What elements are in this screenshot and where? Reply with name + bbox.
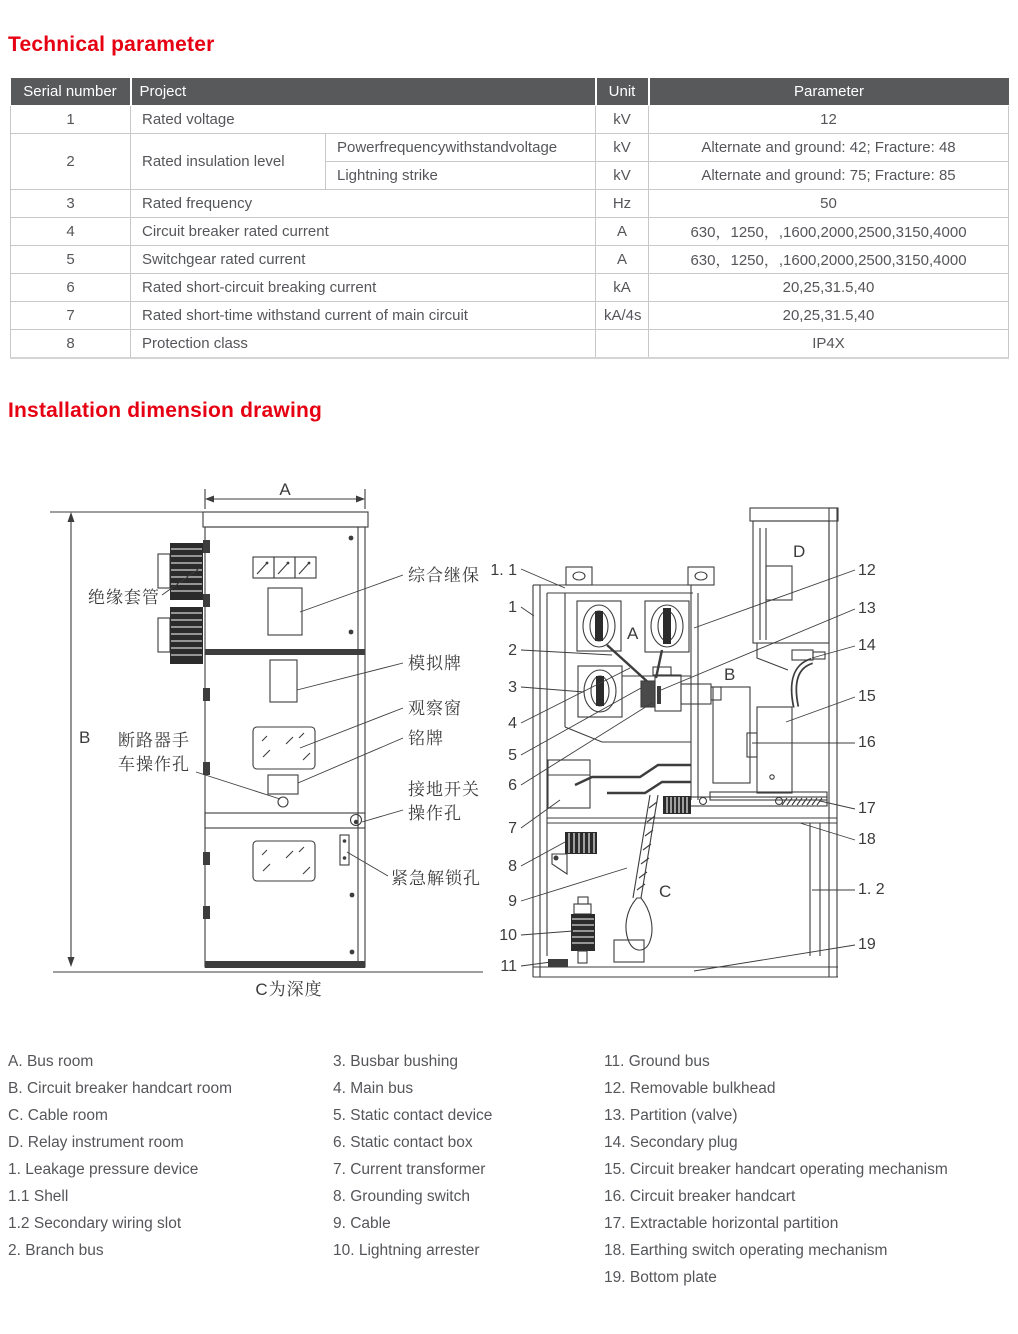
- front-view-drawing: [50, 480, 483, 999]
- dim-label-a: A: [279, 480, 291, 499]
- cell-unit: kA/4s: [596, 302, 649, 330]
- cell-parameter: 20,25,31.5,40: [649, 302, 1009, 330]
- cell-subproject: Powerfrequencywithstandvoltage: [326, 134, 596, 162]
- section-title-technical-parameter: Technical parameter: [8, 33, 215, 56]
- callout-3: 3: [508, 679, 517, 696]
- cell-unit: Hz: [596, 190, 649, 218]
- legend-item: A. Bus room: [8, 1053, 94, 1070]
- callout-15: 15: [858, 688, 876, 705]
- technical-parameter-table: [10, 78, 1009, 359]
- legend-item: 1. Leakage pressure device: [8, 1161, 199, 1178]
- callout-17: 17: [858, 800, 876, 817]
- ground-bus: [548, 959, 568, 967]
- grounding-switch: [552, 832, 597, 874]
- callout-10: 10: [499, 927, 517, 944]
- legend-column-2: [333, 1048, 599, 1264]
- cell-project: Circuit breaker rated current: [131, 218, 596, 246]
- observation-window-upper: [253, 727, 315, 769]
- cell-parameter: Alternate and ground: 42; Fracture: 48: [649, 134, 1009, 162]
- legend-item: 1.1 Shell: [8, 1188, 69, 1205]
- table-row: [11, 302, 1009, 330]
- legend-item: 19. Bottom plate: [604, 1269, 717, 1286]
- callout-7: 7: [508, 820, 517, 837]
- callout-19: 19: [858, 936, 876, 953]
- legend-item: 18. Earthing switch operating mechanism: [604, 1242, 888, 1259]
- table-header-row: [11, 78, 1009, 106]
- cell-serial: 3: [11, 190, 131, 218]
- label-earth-switch-line1: 接地开关: [408, 780, 480, 799]
- legend-item: 7. Current transformer: [333, 1161, 486, 1178]
- label-nameplate: 铭牌: [408, 729, 444, 748]
- cell-project: Switchgear rated current: [131, 246, 596, 274]
- cell-parameter: IP4X: [649, 330, 1009, 359]
- cell-project: Protection class: [131, 330, 596, 359]
- cell-unit: kA: [596, 274, 649, 302]
- table-row: [11, 218, 1009, 246]
- legend-item: 8. Grounding switch: [333, 1188, 470, 1205]
- callout-2: 2: [508, 642, 517, 659]
- relay-unit: [268, 588, 302, 635]
- legend-item: D. Relay instrument room: [8, 1134, 184, 1151]
- cell-serial: 5: [11, 246, 131, 274]
- cell-serial: 7: [11, 302, 131, 330]
- legend-item: 3. Busbar bushing: [333, 1053, 458, 1070]
- table-row: [11, 330, 1009, 359]
- lightning-arrester: [571, 897, 595, 963]
- cable-door-content: [253, 835, 354, 954]
- legend-column-1: [8, 1048, 328, 1264]
- label-mimic-board: 模拟牌: [408, 654, 462, 673]
- cell-unit: A: [596, 246, 649, 274]
- legend-item: 5. Static contact device: [333, 1107, 493, 1124]
- relay-door-content: [253, 536, 353, 635]
- legend-item: 12. Removable bulkhead: [604, 1080, 776, 1097]
- cell-project: Rated short-circuit breaking current: [131, 274, 596, 302]
- installation-dimension-drawing: [30, 445, 910, 1020]
- legend-item: 11. Ground bus: [604, 1053, 710, 1070]
- legend-column-3: [604, 1048, 1016, 1291]
- table-row: [11, 106, 1009, 134]
- relay-instrument-room: [750, 508, 838, 670]
- nameplate-plate: [268, 775, 298, 794]
- front-view-labels: [88, 566, 481, 999]
- legend-item: 1.2 Secondary wiring slot: [8, 1215, 182, 1232]
- callout-12: 12: [858, 562, 876, 579]
- breaker-door-content: [253, 660, 362, 826]
- cell-serial: 4: [11, 218, 131, 246]
- callout-14: 14: [858, 637, 876, 654]
- label-integrated-relay: 综合继保: [408, 566, 480, 585]
- partition-valve: [657, 686, 661, 704]
- callout-5: 5: [508, 747, 517, 764]
- room-label-a: A: [627, 624, 639, 643]
- cell-project: Rated short-time withstand current of main circuit: [131, 302, 596, 330]
- label-breaker-hole-line2: 车操作孔: [118, 755, 190, 774]
- cell-project: Rated voltage: [131, 106, 596, 134]
- legend-item: 15. Circuit breaker handcart operating mechanism: [604, 1161, 948, 1178]
- callout-8: 8: [508, 858, 517, 875]
- cell-project: Rated insulation level: [131, 134, 326, 190]
- table-row: [11, 246, 1009, 274]
- cell-unit: A: [596, 218, 649, 246]
- cell-serial: 6: [11, 274, 131, 302]
- label-breaker-hole-line1: 断路器手: [118, 731, 190, 750]
- col-header-project: Project: [131, 78, 596, 106]
- legend-item: 9. Cable: [333, 1215, 391, 1232]
- legend-item: 10. Lightning arrester: [333, 1242, 480, 1259]
- observation-window-lower: [253, 841, 315, 881]
- room-label-b: B: [724, 665, 736, 684]
- callout-16: 16: [858, 734, 876, 751]
- legend-item: C. Cable room: [8, 1107, 108, 1124]
- cell-parameter: 630，1250，,1600,2000,2500,3150,4000: [649, 246, 1009, 274]
- callout-18: 18: [858, 831, 876, 848]
- section-view-drawing: [490, 508, 884, 977]
- cable-room: [548, 760, 691, 967]
- callout-13: 13: [858, 600, 876, 617]
- table-row: [11, 274, 1009, 302]
- cell-parameter: Alternate and ground: 75; Fracture: 85: [649, 162, 1009, 190]
- room-label-c: C: [659, 882, 672, 901]
- callout-6: 6: [508, 777, 517, 794]
- cable-run: [614, 795, 658, 962]
- depth-note: C为深度: [255, 980, 323, 999]
- legend-item: 14. Secondary plug: [604, 1134, 738, 1151]
- callout-11: 11: [500, 958, 517, 975]
- callout-9: 9: [508, 893, 517, 910]
- cell-parameter: 50: [649, 190, 1009, 218]
- legend-item: 13. Partition (valve): [604, 1107, 738, 1124]
- cell-subproject: Lightning strike: [326, 162, 596, 190]
- callouts-right: [661, 562, 885, 971]
- dimension-a: [205, 480, 365, 509]
- legend-item: 17. Extractable horizontal partition: [604, 1215, 839, 1232]
- cabinet-outline: [203, 512, 368, 968]
- legend-item: 4. Main bus: [333, 1080, 414, 1097]
- col-header-parameter: Parameter: [649, 78, 1009, 106]
- callout-1-2: 1. 2: [858, 881, 885, 898]
- legend-item: 2. Branch bus: [8, 1242, 104, 1259]
- cell-parameter: 12: [649, 106, 1009, 134]
- legend-item: B. Circuit breaker handcart room: [8, 1080, 232, 1097]
- current-transformer: [548, 760, 590, 808]
- col-header-unit: Unit: [596, 78, 649, 106]
- cell-parameter: 630，1250，,1600,2000,2500,3150,4000: [649, 218, 1009, 246]
- label-earth-switch-line2: 操作孔: [408, 804, 462, 823]
- cell-unit: [596, 330, 649, 359]
- cell-unit: kV: [596, 134, 649, 162]
- label-observation-window: 观察窗: [408, 699, 462, 718]
- table-row: [11, 134, 1009, 162]
- cell-unit: kV: [596, 106, 649, 134]
- callout-1-1: 1. 1: [490, 562, 517, 579]
- cell-parameter: 20,25,31.5,40: [649, 274, 1009, 302]
- label-emergency-unlock: 紧急解锁孔: [391, 869, 481, 888]
- cell-serial: 1: [11, 106, 131, 134]
- cell-project: Rated frequency: [131, 190, 596, 218]
- static-contact-assembly: [641, 667, 721, 711]
- col-header-serial: Serial number: [11, 78, 131, 106]
- table-row: [11, 190, 1009, 218]
- room-label-d: D: [793, 542, 806, 561]
- callout-1: 1: [508, 599, 517, 616]
- legend-item: 6. Static contact box: [333, 1134, 473, 1151]
- label-insulation-bushing: 绝缘套管: [88, 588, 160, 607]
- cell-serial: 2: [11, 134, 131, 190]
- bus-room: [565, 585, 698, 800]
- handcart-room: [710, 650, 827, 800]
- callout-4: 4: [508, 715, 517, 732]
- insulation-bushings: [158, 543, 203, 664]
- cell-unit: kV: [596, 162, 649, 190]
- legend-item: 16. Circuit breaker handcart: [604, 1188, 796, 1205]
- cell-serial: 8: [11, 330, 131, 359]
- mimic-board: [270, 660, 297, 702]
- section-title-installation-drawing: Installation dimension drawing: [8, 399, 323, 422]
- dim-label-b: B: [79, 728, 91, 747]
